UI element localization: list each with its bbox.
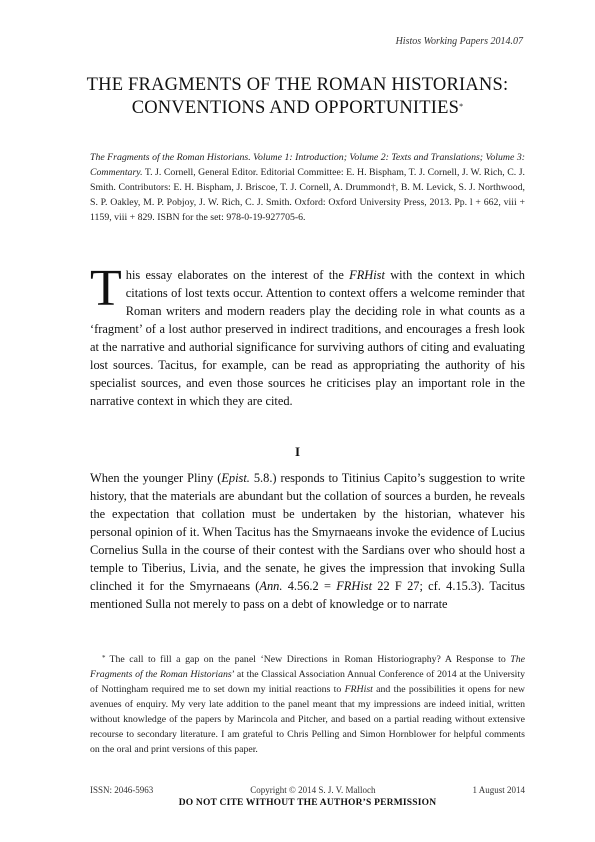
running-head: Histos Working Papers 2014.07: [395, 36, 523, 47]
section-heading: I: [294, 444, 301, 459]
drop-cap: T: [90, 260, 122, 317]
title-line-1: THE FRAGMENTS OF THE ROMAN HISTORIANS:: [86, 75, 509, 95]
footer-row: [90, 785, 525, 795]
abstract-paragraph: This essay elaborates on the interest of the FRHist with the context in which citations of lost texts occur. Attention to context offers a welcome reminder that Roman writers and modern readers play the deciding role in what counts as a ‘fragment’ of a lost author preserved in indirect traditions, and encourages a fresh look at the narrative and authorial significance for surviving authors of citing and evaluating lost sources. Tacitus, for example, can be read as appropriating the authority of his specialist sources, and even those sources he criticises play an important role in the narrative context in which they are cited.: [90, 260, 525, 408]
citation-notice: DO NOT CITE WITHOUT THE AUTHOR’S PERMISSION: [178, 798, 437, 808]
article-title: [72, 74, 523, 120]
footer-date: 1 August 2014: [472, 785, 525, 795]
page-footer: [90, 785, 525, 808]
review-book-details: T. J. Cornell, General Editor. Editorial Committee: E. H. Bispham, T. J. Cornell, J. W. Rich, C. J. Smith. Contributors: E. H. Bispham, J. Briscoe, T. J. Cornell, A. Drummond†, B. M. Levick, S. J. Northwood, S. P. Oakley, M. P. Pobjoy, J. W. Rich, C. J. Smith. Oxford: Oxford University Press, 2013. Pp. l + 662, viii + 1159, viii + 829. ISBN for the set: 978-0-19-927705-6.: [90, 167, 525, 223]
footer-copyright: Copyright © 2014 S. J. V. Malloch: [250, 785, 376, 795]
title-footnote-mark: *: [459, 102, 464, 111]
title-line-2: CONVENTIONS AND OPPORTUNITIES*: [131, 98, 464, 118]
footnote: * The call to fill a gap on the panel ‘New Directions in Roman Historiography? A Response to The Fragments of the Roman Historians’ at the Classical Association Annual Conference of 2014 at the University of Nottingham required me to set down my initial reactions to FRHist and the possibilities it opens for new avenues of enquiry. My very late addition to the panel meant that my impressions are indeed initial, written without knowledge of the papers by Marincola and Pitcher, and based on a partial reading without extensive recourse to secondary literature. I am grateful to Chris Pelling and Simon Hornblower for helpful comments on the oral and print versions of this paper.: [90, 654, 525, 755]
review-book-title: The Fragments of the Roman Historians. Volume 1: Introduction; Volume 2: Texts and Translations; Volume 3: Commentary.: [90, 152, 525, 178]
review-citation: [90, 150, 525, 225]
footnote-mark: *: [102, 654, 106, 662]
footer-issn: ISSN: 2046-5963: [90, 785, 154, 795]
body-paragraph: When the younger Pliny (Epist. 5.8.) responds to Titinius Capito’s suggestion to write history, that the materials are abundant but the collation of sources a burden, he reveals the expectation that collation must be undertaken by the historian, whatever his personal opinion of it. When Tacitus has the Smyrnaeans invoke the evidence of Lucius Cornelius Sulla in the course of their contest with the Sardians over who should host a temple to Tiberius, Livia, and the senate, he gives the impression that invoking Sulla clinched it for the Smyrnaeans (Ann. 4.56.2 = FRHist 22 F 27; cf. 4.15.3). Tacitus mentioned Sulla not merely to pass on a debt of knowledge or to narrate: [90, 471, 525, 611]
